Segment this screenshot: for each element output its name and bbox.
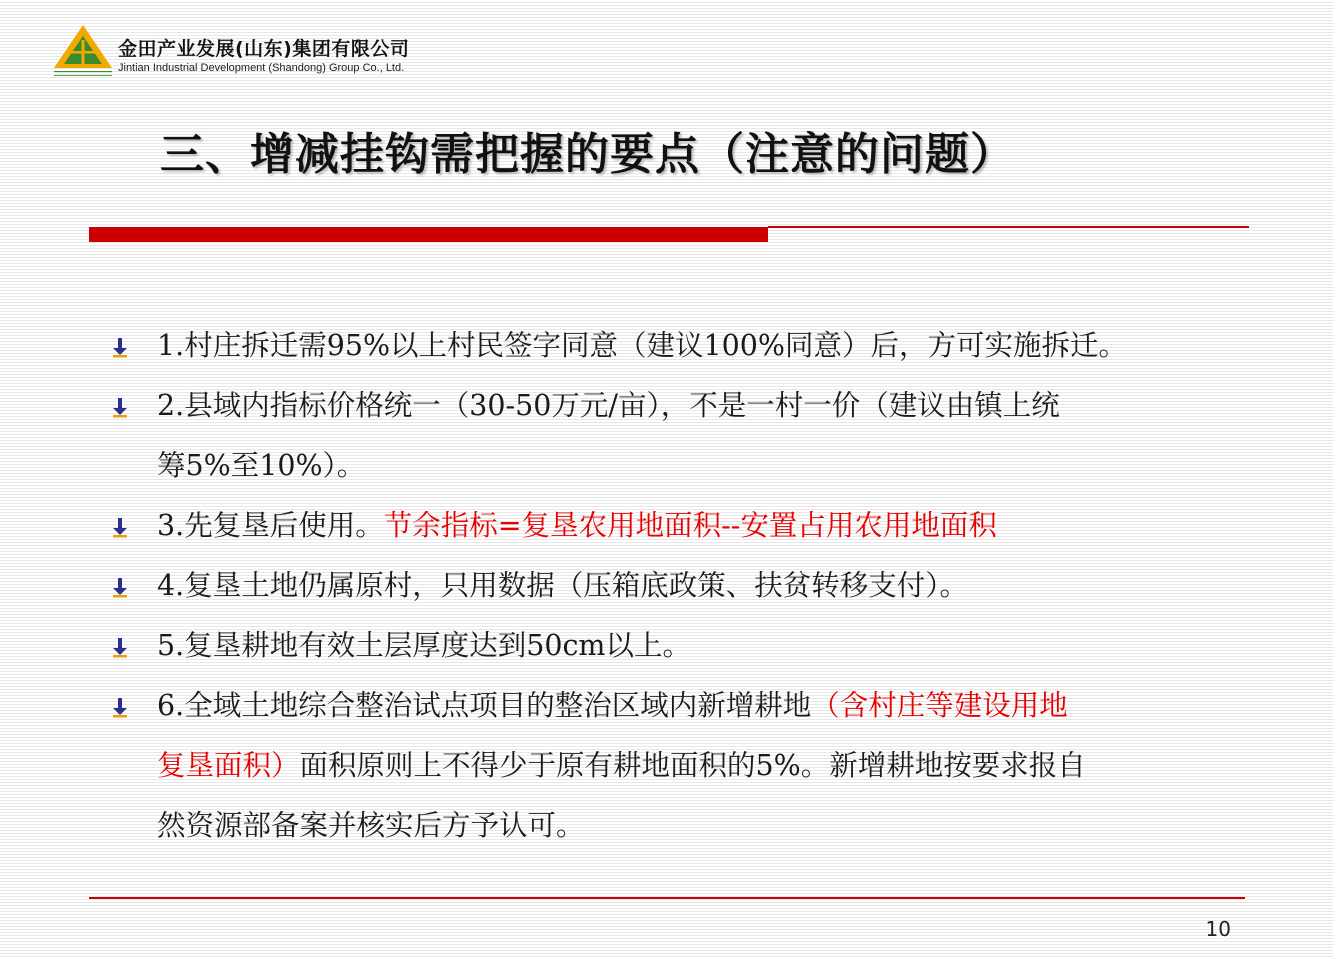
- bullet-text: 6.全域土地综合整治试点项目的整治区域内新增耕地: [157, 689, 812, 722]
- bullet-item-6-continued: [100, 736, 1240, 796]
- bullet-item-2-continued: [100, 436, 1240, 496]
- arrow-down-bullet-icon: [110, 696, 130, 718]
- bullet-item-3: [100, 496, 1240, 556]
- bullet-text: 3.先复垦后使用。: [157, 509, 384, 542]
- bullet-item-6: [100, 676, 1240, 736]
- bullet-highlight-text: （含村庄等建设用地: [811, 689, 1068, 722]
- bullet-text: 2.县域内指标价格统一（30-50万元/亩），不是一村一价（建议由镇上统: [157, 389, 1060, 422]
- bullet-highlight-text: 节余指标=复垦农用地面积--安置占用农用地面积: [383, 509, 997, 542]
- arrow-down-bullet-icon: [110, 396, 130, 418]
- bullet-text: 5.复垦耕地有效土层厚度达到50cm以上。: [157, 629, 691, 662]
- bullet-text: 4.复垦土地仍属原村，只用数据（压箱底政策、扶贫转移支付）。: [157, 569, 968, 602]
- bullet-item-1: [100, 316, 1240, 376]
- bullet-item-2: [100, 376, 1240, 436]
- bullet-item-5: [100, 616, 1240, 676]
- arrow-down-bullet-icon: [110, 576, 130, 598]
- bullet-text: 筹5%至10%）。: [157, 449, 366, 482]
- slide-title: 三、增减挂钩需把握的要点（注意的问题）: [160, 129, 1015, 180]
- company-logo: [52, 22, 472, 82]
- title-underline-thick: [89, 227, 768, 242]
- footer-rule: [89, 897, 1245, 899]
- company-name-cn: 金田产业发展(山东)集团有限公司: [118, 38, 410, 60]
- page-number: 10: [1205, 917, 1231, 941]
- bullet-text: 面积原则上不得少于原有耕地面积的5%。新增耕地按要求报自: [299, 749, 1086, 782]
- pyramid-logo-icon: [52, 22, 114, 80]
- bullet-text: 然资源部备案并核实后方予认可。: [157, 809, 585, 842]
- bullet-item-4: [100, 556, 1240, 616]
- bullet-item-6-continued-2: [100, 796, 1240, 856]
- arrow-down-bullet-icon: [110, 336, 130, 358]
- bullet-text: 1.村庄拆迁需95%以上村民签字同意（建议100%同意）后，方可实施拆迁。: [157, 329, 1128, 362]
- title-underline-thin: [768, 226, 1249, 228]
- bullet-list: [100, 316, 1240, 856]
- bullet-highlight-text: 复垦面积）: [157, 749, 300, 782]
- arrow-down-bullet-icon: [110, 516, 130, 538]
- company-name-en: Jintian Industrial Development (Shandong) Group Co., Ltd.: [118, 62, 405, 74]
- arrow-down-bullet-icon: [110, 636, 130, 658]
